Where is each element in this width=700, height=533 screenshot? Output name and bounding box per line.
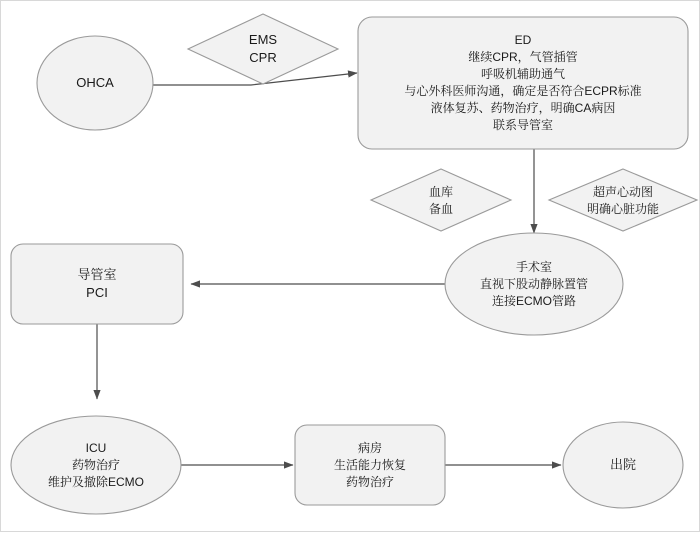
text-line: OHCA — [76, 75, 114, 90]
text-line: 血库 — [428, 185, 453, 199]
text-line: 连接ECMO管路 — [491, 293, 576, 308]
flowchart-shapes — [1, 1, 700, 533]
text-line: 联系导管室 — [492, 118, 553, 132]
text-line: 病房 — [357, 440, 382, 455]
text-line: 超声心动图 — [592, 185, 653, 199]
text-line: 明确心脏功能 — [586, 202, 659, 216]
text-line: EMS — [248, 32, 278, 47]
node-icu — [11, 416, 181, 514]
node-blood-bank — [371, 169, 511, 231]
text-line: 导管室 — [77, 267, 117, 282]
text-line: 备血 — [428, 202, 453, 216]
node-ed — [358, 17, 688, 149]
text-line: 出院 — [609, 457, 636, 472]
text-line: 维护及撤除ECMO — [47, 474, 144, 489]
text-line: 继续CPR，气管插管 — [468, 50, 578, 64]
node-echo — [549, 169, 697, 231]
text-line: 药物治疗 — [71, 457, 120, 472]
text-line: 手术室 — [515, 259, 552, 274]
text-line: ED — [514, 33, 532, 47]
text-line: ICU — [85, 440, 107, 455]
node-or — [445, 233, 623, 335]
node-ohca — [37, 36, 153, 130]
node-ems-cpr — [188, 14, 338, 84]
text-line: 呼吸机辅助通气 — [480, 67, 565, 81]
text-line: 直视下股动静脉置管 — [479, 276, 588, 291]
text-line: 与心外科医师沟通，确定是否符合ECPR标准 — [404, 84, 642, 98]
text-line: CPR — [249, 50, 277, 65]
text-line: 液体复苏、药物治疗，明确CA病因 — [430, 101, 616, 115]
node-ward — [295, 425, 445, 505]
node-discharge — [563, 422, 683, 508]
text-line: PCI — [86, 285, 108, 300]
text-line: 药物治疗 — [345, 474, 394, 489]
text-line: 生活能力恢复 — [333, 457, 406, 472]
node-cathlab — [11, 244, 183, 324]
